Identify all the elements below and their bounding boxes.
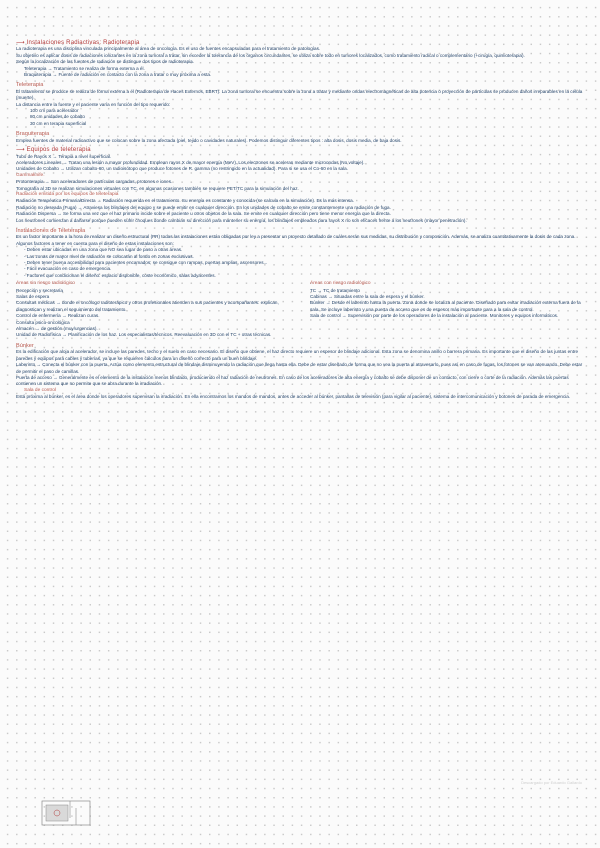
- inst-factor-2: - Las zonas de mayor nivel de radiación se colocarán al fondo en zonas exclusivas.: [24, 253, 194, 259]
- braqui-paragraph: Emplea fuentes de material radioactivo que se colocan sobre la zona afectada (piel, tejido o cavidades naturales). Podemos distinguir diferentes tipos : alta dosis, dosis media, de baja dosis.: [16, 137, 402, 143]
- equipo-item-2: Aceleradores Lineales → Tratan una lesión a mayor profundidad. Emplean rayos X de mayor energía (MeV). Los electrones se aceleran mediante microondas (No voltaje).: [16, 159, 365, 165]
- inst-factor-5: - Factores que condicionan el diseño: espacio disponible, coste económico, salas adyacentes.: [24, 272, 216, 278]
- rad-item-2: Radiación no deseada (Fuga) → Atraviesa los blindajes del equipo y se puede emitir en cualquier dirección. En los unidades de cobalto se emite constantemente una radiación de fuga.: [16, 204, 391, 210]
- tele-distance-3: 30 cm en terapia superficial: [30, 120, 87, 126]
- heading-bunker: Búnker: [16, 342, 34, 349]
- areas-sin-riesgo: [16, 281, 292, 339]
- inst-factor-1: - Deben estar ubicadas en una zona que NO sea lugar de paso a otras áreas.: [24, 247, 183, 253]
- heading-gammaknife: Gammaknife.: [16, 172, 45, 178]
- inst-factor-4: - Fácil evacuación en caso de emergencia.: [24, 266, 112, 272]
- arrow-icon: ⟶: [16, 40, 27, 46]
- bunker-paragraph-2: Laberinto → Conecta el búnker con la puerta. Actúa como elemento estructural de blindaje disminuyendo la radiación que llega hasta ella. Debe de estar diseñado de forma que no vea la puerta al atravesarlo, pues así en caso de fugas, los fotones se van atenuando. Debe estar de permitir el paso de camillas.: [16, 362, 583, 374]
- area-sin-item-6: Almacén → de gestión (muy/urgencias).: [16, 326, 98, 332]
- equipos-title-text: Equipos de teleterapia: [26, 147, 91, 154]
- area-sin-item-5: Consulta psico-oncológica: [16, 319, 70, 325]
- bunker-paragraph-3: Puerta de acceso → Generalmente es el elemento de la instalación menos blindado, produciendo el haz radiación de neutrones. En caso de los aceleradores de alta energía y cobalto se debe disponer de un contacto, con cierre o corte de la radiación. Además las puertas contienen un sistema que no permite que se abra durante la irradiación.: [16, 374, 569, 387]
- gamma-paragraph-2: Tomografía al 3D se realizan simulaciones virtuales con TC, en algunas ocasiones también se requiere PET/TC para la simulación del haz.: [16, 185, 299, 191]
- area-sin-item-3: Consultas médicas → donde el oncólogo radioterápico y otros profesionales atienden a sus pacientes y acompañantes: explican, diagnostican y realizan el seguimiento del tratamiento.: [16, 300, 279, 312]
- heading-sala-control: Sala de control: [24, 387, 56, 393]
- inst-paragraph-1: Es un factor importante a la hora de realizar un diseño estructural (PR) todas las instalaciones están obligadas por ley a presentar un proyecto detallado de cuáles serán sus medidas, su distribución y composición. Además, se analiza cuantitativamente la dosis de cada zona.: [16, 234, 576, 240]
- heading-braquiterapia: Braquiterapia: [16, 131, 50, 138]
- equipo-item-3: Unidades de Cobalto → Utilizan cobalto-60, un radioisótopo que produce fotones de R. gamma (no restringido en la actualidad). Para si se usa el Co-60 en la sala.: [16, 166, 348, 172]
- area-con-item-4: Sala de control → Supervisión por parte de los operadores de la instalación al paciente. Monitores y equipos informáticos.: [310, 313, 559, 319]
- arrow-icon: ⟶: [16, 147, 27, 154]
- inst-paragraph-2: Algunos factores a tener en cuenta para el diseño de estas instalaciones son:: [16, 240, 174, 246]
- area-sin-item-4: Control de enfermería → Realizan curas.: [16, 313, 100, 319]
- area-sin-item-2: Salas de espera: [16, 294, 50, 300]
- areas-con-riesgo: [310, 281, 586, 339]
- tele-distance-2: 80 cm unidades de cobalto: [30, 114, 85, 120]
- watermark: Descargado por Eduardo Gallardo: [521, 780, 582, 785]
- title-text: Instalaciones Radiactivas: Radioterapia: [26, 40, 140, 46]
- tele-paragraph-1: El tratamiento se produce se realiza de forma externa a él (Radioterapia de Haces Externos, EBRT). La zona tumoral se encuentra sobre la zona a tratar y mediante ondas electromagnéticas de alta potencia o proyección de partículas se producen daños irreparables en la célula (muerte).: [16, 88, 583, 101]
- bunker-sketch: [40, 798, 94, 828]
- inst-factor-3: - Deben tener buena accesibilidad para pacientes encamados; se consigue con rampas, puertas amplias, ascensores...: [24, 260, 268, 265]
- intro-item-braqui: Braquiterapia → Fuente de radiación en contacto con la zona a tratar o muy próxima a esta.: [24, 72, 212, 78]
- heading-instalaciones: Instalaciones de Teleterapia: [16, 227, 86, 234]
- rad-item-4: Los neutrones comienzan a dañarse porque pueden sufrir choques donde cambian su dirección para mantener su energía, los blindajes empleados para rayos X no son eficaces frente a los neutrones (mayor penetración).: [16, 217, 467, 223]
- rad-item-3: Radiación Dispersa → Se forma una vez que el haz primario incide sobre el paciente u otros objetos de la sala. Se emite en cualquier dirección pero tiene menor energía que la directa.: [16, 211, 391, 217]
- area-sin-item-7: Unidad de Radiofísica → Planificación de los haz. Los especialistas/técnicos. Reevaluación en 3D con el TC + otras técnicas.: [16, 332, 272, 338]
- intro-item-tele: Teleterapia → Tratamiento se realiza de forma externa a él.: [24, 65, 145, 71]
- areas-columns: [16, 281, 586, 339]
- intro-paragraph-1: La radioterapia es una disciplina vinculada principalmente al área de oncología. Es el uso de fuentes encapsuladas para el tratamiento de patologías.: [16, 46, 321, 52]
- rad-item-1: Radiación Terapéutica Primaria/Directa → Radiación requerida en el tratamiento. Su energía es constante y conocida (se calcula en la simulación). Es la más intensa.: [16, 198, 354, 204]
- heading-areas-con: Áreas con riesgo radiológico: [310, 281, 371, 287]
- equipo-item-1: Tubo de Rayos X → Terapia a nivel superficial.: [16, 153, 112, 159]
- area-con-item-3: Búnker → Desde el laberinto hasta la puerta. Zona donde se localiza al paciente. Diseñado para evitar irradiación externa fuera de la sala. Se incluye laberinto y una puerta de acceso que es de espesor más importante para a la sala de control.: [310, 300, 581, 312]
- sala-control-paragraph: Está próxima al búnker, es el área donde los operadores supervisan la irradiación. En ella encontramos los mandos de mandos, antes de acceder al búnker, pantallas de televisión (para vigilar al paciente), sistema de intercomunicación y botones de parada de emergencia.: [16, 394, 571, 400]
- intro-paragraph-2: Su objetivo es aplicar dosis de radiaciones ionizantes en la zona tumoral a tratar, sin exceder la tolerancia de los órganos circundantes, se utiliza sobre todo en tumores localizados, como tratamiento radical o complementario (+cirugía, quimioterapia).: [16, 52, 525, 58]
- area-sin-item-1: Recepción y secretaría: [16, 287, 63, 293]
- area-con-item-1: TC → TC de tratamiento: [310, 287, 360, 293]
- heading-areas-sin: Áreas sin riesgo radiológico: [16, 281, 75, 287]
- heading-radiacion: Radiación emitida por los equipos de teleterapia: [16, 191, 119, 197]
- intro-paragraph-3: Según la localización de las fuentes de radiación se distingue dos tipos de radioterapia.: [16, 59, 194, 65]
- area-con-item-2: Cabinas → Situadas entre la sala de espera y el búnker.: [310, 294, 425, 300]
- heading-teleterapia: Teleterapia: [16, 82, 44, 89]
- tele-distance-1: 100 cm para acelerador: [30, 108, 79, 114]
- gamma-paragraph-1: Protonterapia → Son aceleradores de partículas cargadas, protones e iones.: [16, 179, 173, 185]
- notes-content: [16, 40, 586, 401]
- bunker-paragraph-1: Es la edificación que aloja al acelerador, se incluye las paredes, techo y el suelo en caso necesario. El diseño que obtiene, el haz directo requiere un espesor de blindaje adicional. Esta zona se denomina anillo o barrera primaria. Es importante que el diseño de las juntas entre paredes y equipos para cables y tuberías, ya que se requieren cálculos para un diseño correcto para un buen blindaje.: [16, 349, 579, 361]
- tele-paragraph-2: La distancia entre la fuente y el paciente varía en función del tipo requerido:: [16, 101, 171, 107]
